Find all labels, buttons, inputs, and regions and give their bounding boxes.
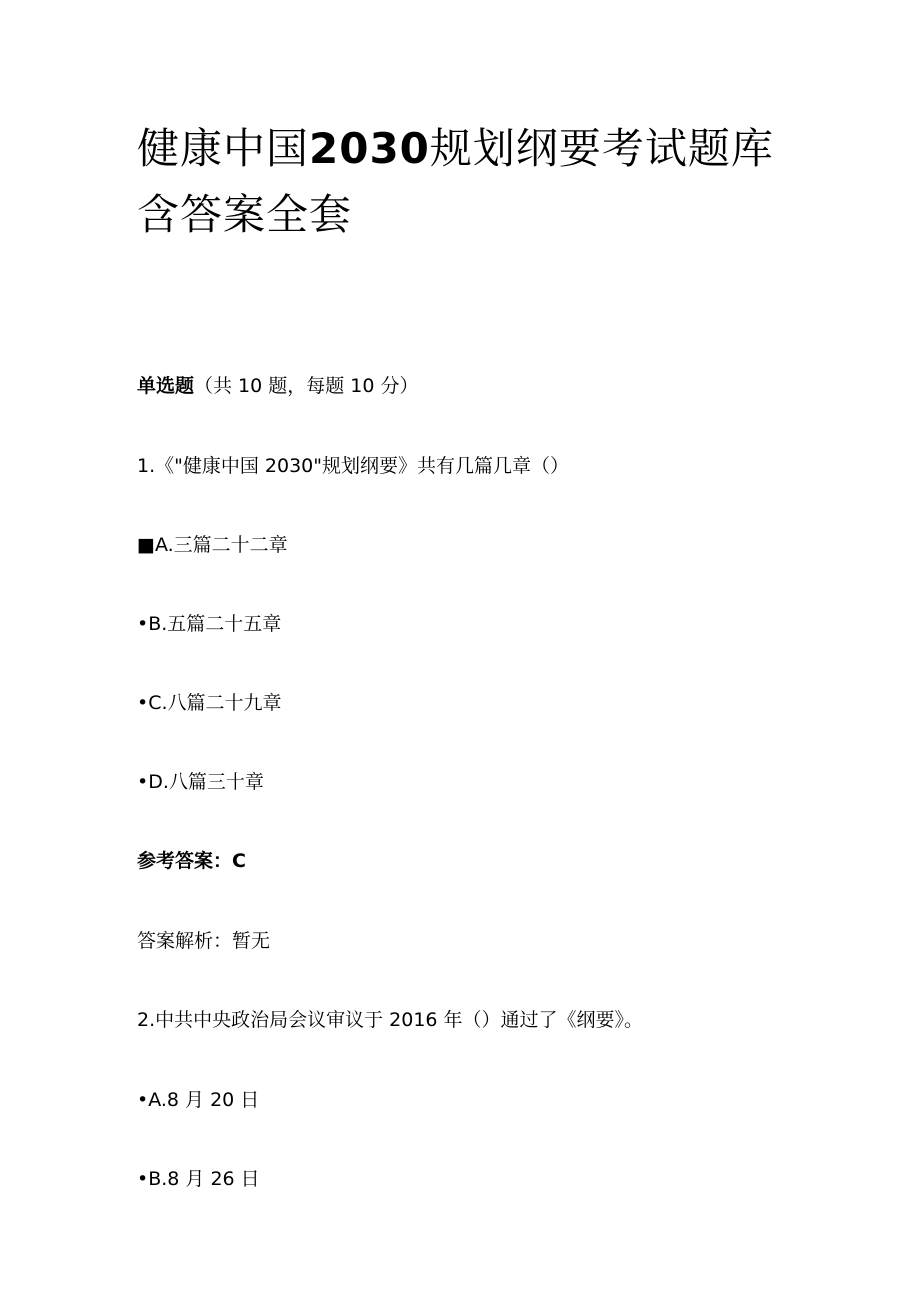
question-1-stem: 1.《"健康中国 2030"规划纲要》共有几篇几章（） bbox=[137, 455, 570, 477]
question-2-stem: 2.中共中央政治局会议审议于 2016 年（）通过了《纲要》。 bbox=[137, 1009, 644, 1031]
question-1-option-a: ■A.三篇二十二章 bbox=[137, 534, 288, 556]
answer-value: C bbox=[232, 850, 246, 872]
question-2-option-a: •A.8 月 20 日 bbox=[137, 1089, 260, 1111]
question-1-option-c: •C.八篇二十九章 bbox=[137, 692, 282, 714]
question-2-option-b: •B.8 月 26 日 bbox=[137, 1168, 260, 1190]
question-1-option-d: •D.八篇三十章 bbox=[137, 771, 264, 793]
title-part1: 健康中国 bbox=[137, 124, 310, 173]
section-label: 单选题 bbox=[137, 375, 195, 397]
question-1-analysis: 答案解析：暂无 bbox=[137, 930, 271, 952]
title-part2: 规划纲要考试题库 bbox=[429, 124, 774, 173]
question-1-option-b: •B.五篇二十五章 bbox=[137, 613, 282, 635]
title-number: 2030 bbox=[309, 124, 430, 173]
section-heading bbox=[137, 373, 419, 399]
document-title bbox=[137, 116, 797, 248]
answer-label: 参考答案： bbox=[137, 850, 233, 872]
section-note: （共 10 题，每题 10 分） bbox=[194, 375, 419, 397]
question-1-answer bbox=[137, 848, 246, 874]
title-line2: 含答案全套 bbox=[137, 190, 353, 239]
